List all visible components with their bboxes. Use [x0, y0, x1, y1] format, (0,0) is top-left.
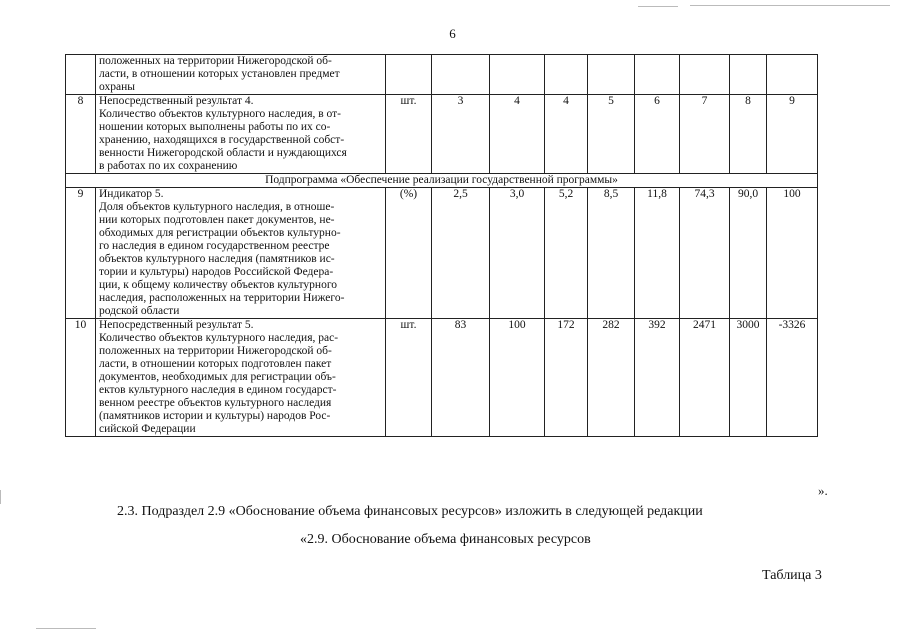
description-line: ции, к общему количеству объектов культурного — [99, 279, 338, 291]
value-cell: 6 — [635, 95, 680, 174]
value-cell: 11,8 — [635, 188, 680, 319]
value-cell: 172 — [545, 319, 588, 437]
value-cell — [490, 55, 545, 95]
description-line: Количество объектов культурного наследия, в от- — [99, 108, 342, 120]
row-unit: шт. — [386, 319, 432, 437]
value-cell — [545, 55, 588, 95]
row-unit: шт. — [386, 95, 432, 174]
scan-mark — [638, 6, 678, 7]
value-cell: 8 — [730, 95, 767, 174]
value-cell: 9 — [767, 95, 818, 174]
indicators-table — [65, 54, 818, 437]
value-cell — [680, 55, 730, 95]
value-cell: 5 — [588, 95, 635, 174]
subprogram-title: Подпрограмма «Обеспечение реализации государственной программы» — [66, 174, 818, 188]
value-cell: -3326 — [767, 319, 818, 437]
value-cell: 3000 — [730, 319, 767, 437]
description-line: ласти, в отношении которых подготовлен пакет — [99, 358, 332, 370]
value-cell: 5,2 — [545, 188, 588, 319]
value-cell: 3 — [432, 95, 490, 174]
section-heading-2-9: «2.9. Обоснование объема финансовых ресурсов — [300, 532, 591, 547]
description-line: Количество объектов культурного наследия, рас- — [99, 332, 339, 344]
description-line: нии которых подготовлен пакет документов, не- — [99, 214, 335, 226]
row-number — [66, 55, 96, 95]
description-line: Доля объектов культурного наследия, в отноше- — [99, 201, 335, 213]
value-cell: 4 — [490, 95, 545, 174]
row-number: 8 — [66, 95, 96, 174]
description-line: документов, необходимых для регистрации объ- — [99, 371, 336, 383]
description-line: венности Нижегородской области и нуждающихся — [99, 147, 347, 159]
paragraph-2-3: 2.3. Подраздел 2.9 «Обоснование объема финансовых ресурсов» изложить в следующей редакции — [117, 504, 703, 519]
description-line: сийской Федерации — [99, 423, 196, 435]
value-cell — [588, 55, 635, 95]
description-line: ласти, в отношении которых установлен предмет — [99, 68, 340, 80]
description-line: (памятников истории и культуры) народов Рос- — [99, 410, 331, 422]
value-cell: 3,0 — [490, 188, 545, 319]
value-cell: 2,5 — [432, 188, 490, 319]
value-cell — [635, 55, 680, 95]
value-cell: 74,3 — [680, 188, 730, 319]
value-cell — [432, 55, 490, 95]
description-line: Непосредственный результат 5. — [99, 319, 254, 331]
value-cell: 100 — [490, 319, 545, 437]
description-line: ектов культурного наследия в едином государст- — [99, 384, 337, 396]
table-row — [66, 319, 818, 437]
value-cell: 7 — [680, 95, 730, 174]
table-row — [66, 188, 818, 319]
scan-mark — [36, 628, 96, 629]
description-line: положенных на территории Нижегородской об- — [99, 345, 332, 357]
subprogram-row — [66, 174, 818, 188]
scan-mark — [0, 490, 1, 504]
page-number: 6 — [449, 26, 456, 41]
description-line: охраны — [99, 81, 135, 93]
closing-quote: ». — [818, 483, 828, 498]
description-line: наследия, расположенных на территории Нижего- — [99, 292, 345, 304]
row-description — [96, 319, 386, 437]
row-unit: (%) — [386, 188, 432, 319]
description-line: ношении которых выполнены работы по их со- — [99, 121, 331, 133]
description-line: Непосредственный результат 4. — [99, 95, 254, 107]
description-line: тории и культуры) народов Российской Федера- — [99, 266, 334, 278]
row-number: 9 — [66, 188, 96, 319]
value-cell: 90,0 — [730, 188, 767, 319]
row-description — [96, 95, 386, 174]
value-cell: 100 — [767, 188, 818, 319]
row-unit — [386, 55, 432, 95]
description-line: хранению, находящихся в государственной собст- — [99, 134, 345, 146]
value-cell — [730, 55, 767, 95]
value-cell: 8,5 — [588, 188, 635, 319]
value-cell: 282 — [588, 319, 635, 437]
table-row — [66, 95, 818, 174]
description-line: в работах по их сохранению — [99, 160, 238, 172]
row-description — [96, 188, 386, 319]
description-line: го наследия в едином государственном реестре — [99, 240, 330, 252]
description-line: родской области — [99, 305, 180, 317]
value-cell: 83 — [432, 319, 490, 437]
value-cell: 2471 — [680, 319, 730, 437]
description-line: венном реестре объектов культурного наследия — [99, 397, 332, 409]
table-row — [66, 55, 818, 95]
description-line: обходимых для регистрации объектов культурно- — [99, 227, 341, 239]
table-label: Таблица 3 — [762, 568, 822, 583]
description-line: положенных на территории Нижегородской об- — [99, 55, 332, 67]
description-line: объектов культурного наследия (памятников ис- — [99, 253, 335, 265]
value-cell — [767, 55, 818, 95]
row-description — [96, 55, 386, 95]
value-cell: 4 — [545, 95, 588, 174]
value-cell: 392 — [635, 319, 680, 437]
scan-mark — [690, 5, 890, 6]
row-number: 10 — [66, 319, 96, 437]
description-line: Индикатор 5. — [99, 188, 164, 200]
